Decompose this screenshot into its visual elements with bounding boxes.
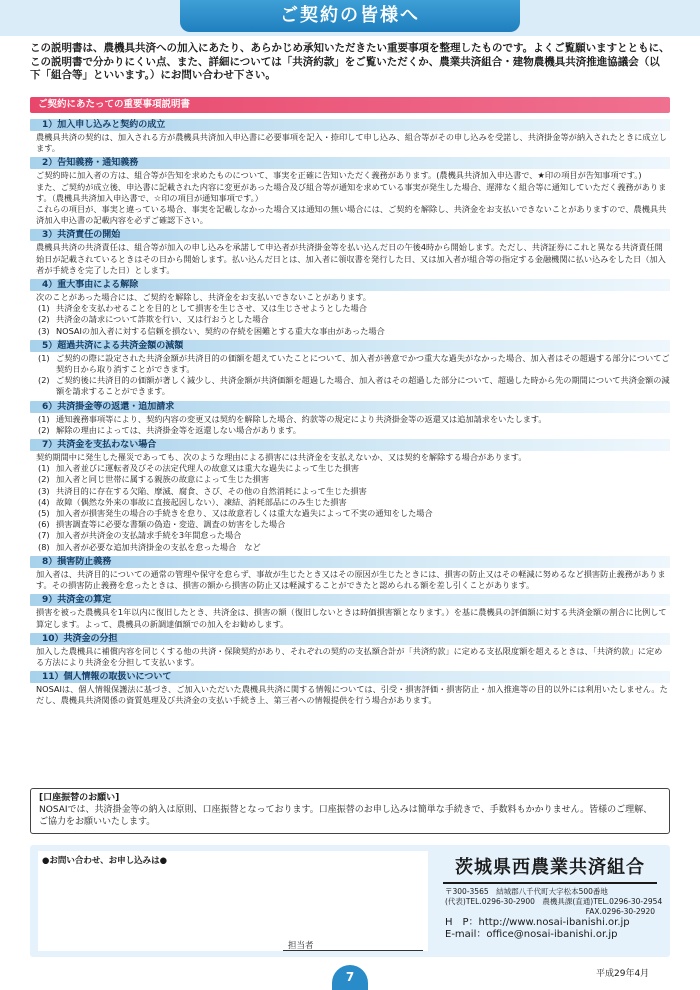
list-item-text: 共済金を支払わせることを目的として損害を生じさせ、又は生じさせようとした場合 xyxy=(56,303,367,314)
list-item-text: 通知義務事項等により、契約内容の変更又は契約を解除した場合、約款等の規定により共済掛金等の返還又は追加請求をいたします。 xyxy=(56,413,547,424)
list-item-number: (3) xyxy=(38,325,50,336)
list-item-number: (2) xyxy=(38,314,50,325)
bank-transfer-text: NOSAIでは、共済掛金等の納入は原則、口座振替となっております。口座振替のお申し込みは簡単な手続きで、手数料もかかりません。皆様のご理解、ご協力をお願いいたします。 xyxy=(39,805,653,827)
org-address: 〒300-3565 結城郡八千代町大字松本500番地 xyxy=(445,887,608,896)
section-heading: 7）共済金を支払わない場合 xyxy=(30,439,670,451)
contact-area xyxy=(30,845,670,957)
list-item-number: (3) xyxy=(38,485,50,496)
issue-date: 平成29年4月 xyxy=(596,969,650,979)
list-item-text: 解除の理由によっては、共済掛金等を返還しない場合があります。 xyxy=(56,424,301,435)
intro-text: この説明書は、農機具共済への加入にあたり、あらかじめ承知いただきたい重要事項を整理したものです。よくご覧願いますとともに、この説明書で分かりにくい点、また、詳細については「共済約款」をご覧いただくか、農業共済組合・建物農機具共済推進協議会（以下「組合等」といいます。）にお問い合わせ下さい。 xyxy=(30,42,670,81)
list-item-text: 損害調査等に必要な書類の偽造・変造、調査の妨害をした場合 xyxy=(56,519,286,530)
section-paragraph: 契約期間中に発生した罹災であっても、次のような理由による損害には共済金を支払えないか、又は契約を解除する場合があります。 xyxy=(36,452,527,463)
section-paragraph: NOSAIは、個人情報保護法に基づき、ご加入いただいた農機具共済に関する情報については、引受・損害評価・損害防止・加入推進等の目的以外には利用いたしません。ただし、農機具共済関係の資質処理及び共済金の支払い手続き上、第三者への情報提供を行う場合があります。 xyxy=(36,684,668,706)
list-item-number: (2) xyxy=(38,375,50,386)
section-paragraph: これらの項目が、事実と違っている場合、事実を記載しなかった場合又は通知の無い場合には、ご契約を解除し、共済金をお支払いできないことがありますので、農機具共済加入申込書の記載内容を必ずご確認下さい。 xyxy=(36,204,667,226)
section-heading: 9）共済金の算定 xyxy=(30,594,670,606)
list-item-text: 加入者が必要な追加共済掛金の支払を怠った場合 など xyxy=(56,541,261,552)
section-list-item xyxy=(30,375,670,397)
list-item-text: 加入者並びに運転者及びその法定代理人の故意又は重大な過失によって生じた損害 xyxy=(56,463,359,474)
organization-name: 茨城県西農業共済組合 xyxy=(443,851,657,884)
section-heading: 8）損害防止義務 xyxy=(30,556,670,568)
section-list-item xyxy=(30,542,670,553)
section-list-item xyxy=(30,497,670,508)
list-item-number: (8) xyxy=(38,541,50,552)
section-list-item xyxy=(30,303,670,314)
section-heading: 6）共済掛金等の返還・追加請求 xyxy=(30,401,670,413)
section-heading: 10）共済金の分担 xyxy=(30,633,670,645)
list-item-number: (5) xyxy=(38,508,50,519)
list-item-number: (1) xyxy=(38,352,50,363)
list-item-text: 加入者と同じ世帯に属する親族の故意によって生じた損害 xyxy=(56,474,269,485)
section-paragraph: 次のことがあった場合には、ご契約を解除し、共済金をお支払いできないことがあります。 xyxy=(36,292,371,303)
main-section-header: ご契約にあたっての重要事項説明書 xyxy=(30,97,670,113)
list-item-number: (1) xyxy=(38,413,50,424)
section-list-item xyxy=(30,463,670,474)
section-heading: 1）加入申し込みと契約の成立 xyxy=(30,119,670,131)
list-item-number: (6) xyxy=(38,519,50,530)
section-list-item xyxy=(30,486,670,497)
org-fax: FAX.0296-30-2920 xyxy=(585,907,655,916)
section-heading: 3）共済責任の開始 xyxy=(30,229,670,241)
section-heading: 11）個人情報の取扱いについて xyxy=(30,671,670,683)
bank-transfer-title: [口座振替のお願い] xyxy=(39,793,120,803)
list-item-text: NOSAIの加入者に対する信頼を損ない、契約の存続を困難とする重大な事由があった場合 xyxy=(56,325,385,336)
inquiry-box xyxy=(38,851,428,951)
list-item-number: (1) xyxy=(38,463,50,474)
section-paragraph: 加入者は、共済目的についての通常の管理や保守を怠らず、事故が生じたとき又はその原因が生じたときには、損害の防止又はその軽減に努めるなど損害防止義務があります。その損害防止義務を怠ったときは、損害の額から損害の防止又は軽減することができたと認められる額を差し引くことがあります。 xyxy=(36,568,666,591)
section-list-item xyxy=(30,519,670,530)
section-list-item xyxy=(30,353,670,375)
section-heading: 2）告知義務・通知義務 xyxy=(30,157,670,169)
section-list-item xyxy=(30,326,670,337)
organization-info xyxy=(435,851,665,951)
list-item-number: (4) xyxy=(38,496,50,507)
list-item-text: 加入者が共済金の支払請求手続を3年間怠った場合 xyxy=(56,530,242,541)
section-paragraph: 農機具共済の契約は、加入される方が農機具共済加入申込書に必要事項を記入・捺印して申し込み、組合等がその申し込みを受諾し、共済掛金等が納入されたときに成立します。 xyxy=(36,132,667,154)
org-tel: (代表)TEL.0296-30-2900 農機具課(直通)TEL.0296-30-2954 xyxy=(445,897,663,906)
list-item-text: 共済金の請求について詐欺を行い、又は行おうとした場合 xyxy=(56,314,269,325)
list-item-text: 故障（偶然な外来の事故に直接起因しない）、凍結、消耗部品にのみ生じた損害 xyxy=(56,496,347,507)
org-homepage-link[interactable]: H P：http://www.nosai-ibanishi.or.jp xyxy=(445,917,630,928)
section-paragraph: ご契約時に加入者の方は、組合等が告知を求めたものについて、事実を正確に告知いただく義務があります。(農機具共済加入申込書で、★印の項目が告知事項です。) xyxy=(36,170,642,181)
section-list-item xyxy=(30,508,670,519)
list-item-text: 加入者が損害発生の場合の手続きを怠り、又は故意若しくは重大な過失によって不実の通知をした場合 xyxy=(56,508,433,519)
section-paragraph: 加入した農機具に補償内容を同じくする他の共済・保険契約があり、それぞれの契約の支払額合計が「共済約款」に定める支払限度額を超えるときは、「共済約款」に定める方法により共済金を分担して支払います。 xyxy=(36,645,663,667)
list-item-number: (2) xyxy=(38,474,50,485)
section-list-item xyxy=(30,425,670,436)
bank-transfer-box xyxy=(30,788,670,834)
section-list-item xyxy=(30,530,670,541)
section-list-item xyxy=(30,314,670,325)
list-item-number: (1) xyxy=(38,303,50,314)
page-title: ご契約の皆様へ xyxy=(180,0,520,32)
section-paragraph: 損害を被った農機具を1年以内に復旧したとき、共済金は、損害の額（復旧しないときは時価損害額となります。）を基に農機具の評価額に対する共済金額の割合に比例して算定します。よって、農機具の新調達価額での加入をお勧めします。 xyxy=(36,607,667,629)
section-heading: 4）重大事由による解除 xyxy=(30,279,670,291)
list-item-text: 共済目的に存在する欠陥、摩滅、腐食、さび、その他の自然消耗によって生じた損害 xyxy=(56,485,367,496)
section-list-item xyxy=(30,414,670,425)
page-number: 7 xyxy=(332,965,368,990)
inquiry-label: ●お問い合わせ、お申し込みは● xyxy=(42,856,168,866)
section-paragraph: 農機具共済の共済責任は、組合等が加入の申し込みを承諾して申込者が共済掛金等を払い込んだ日の午後4時から開始します。ただし、共済証券にこれと異なる共済責任開始日が記載されているときはその日から開始します。払い込んだ日とは、加入者に領収書を発行した日、又は加入者が組合等の指定する金融機関に払い込みをした日（加入者が手続きを完了した日）とします。 xyxy=(36,242,666,275)
list-item-number: (2) xyxy=(38,424,50,435)
list-item-text: ご契約の際に設定された共済金額が共済目的の価額を超えていたことについて、加入者が善意でかつ重大な過失がなかった場合、加入者はその超過する部分についてご契約日から取り消すことができます。 xyxy=(56,352,670,375)
section-list-item xyxy=(30,474,670,485)
tantou-label: 担当者 xyxy=(288,941,314,951)
org-email-link[interactable]: E-mail：office@nosai-ibanishi.or.jp xyxy=(445,929,618,940)
list-item-text: ご契約後に共済目的の価額が著しく減少し、共済金額が共済価額を超過した場合、加入者はその超過した部分について、超過した時から先の期間について共済金額の減額を請求することができます。 xyxy=(56,375,670,397)
tantou-line xyxy=(283,950,423,951)
sections-container xyxy=(30,116,670,707)
list-item-number: (7) xyxy=(38,530,50,541)
section-paragraph: また、ご契約が成立後、申込書に記載された内容に変更があった場合及び組合等が通知を求めている事実が発生した場合、遅滞なく組合等に通知していただく義務があります。（農機具共済加入申込書で、☆印の項目が通知事項です。） xyxy=(36,181,667,203)
section-heading: 5）超過共済による共済金額の減額 xyxy=(30,340,670,352)
